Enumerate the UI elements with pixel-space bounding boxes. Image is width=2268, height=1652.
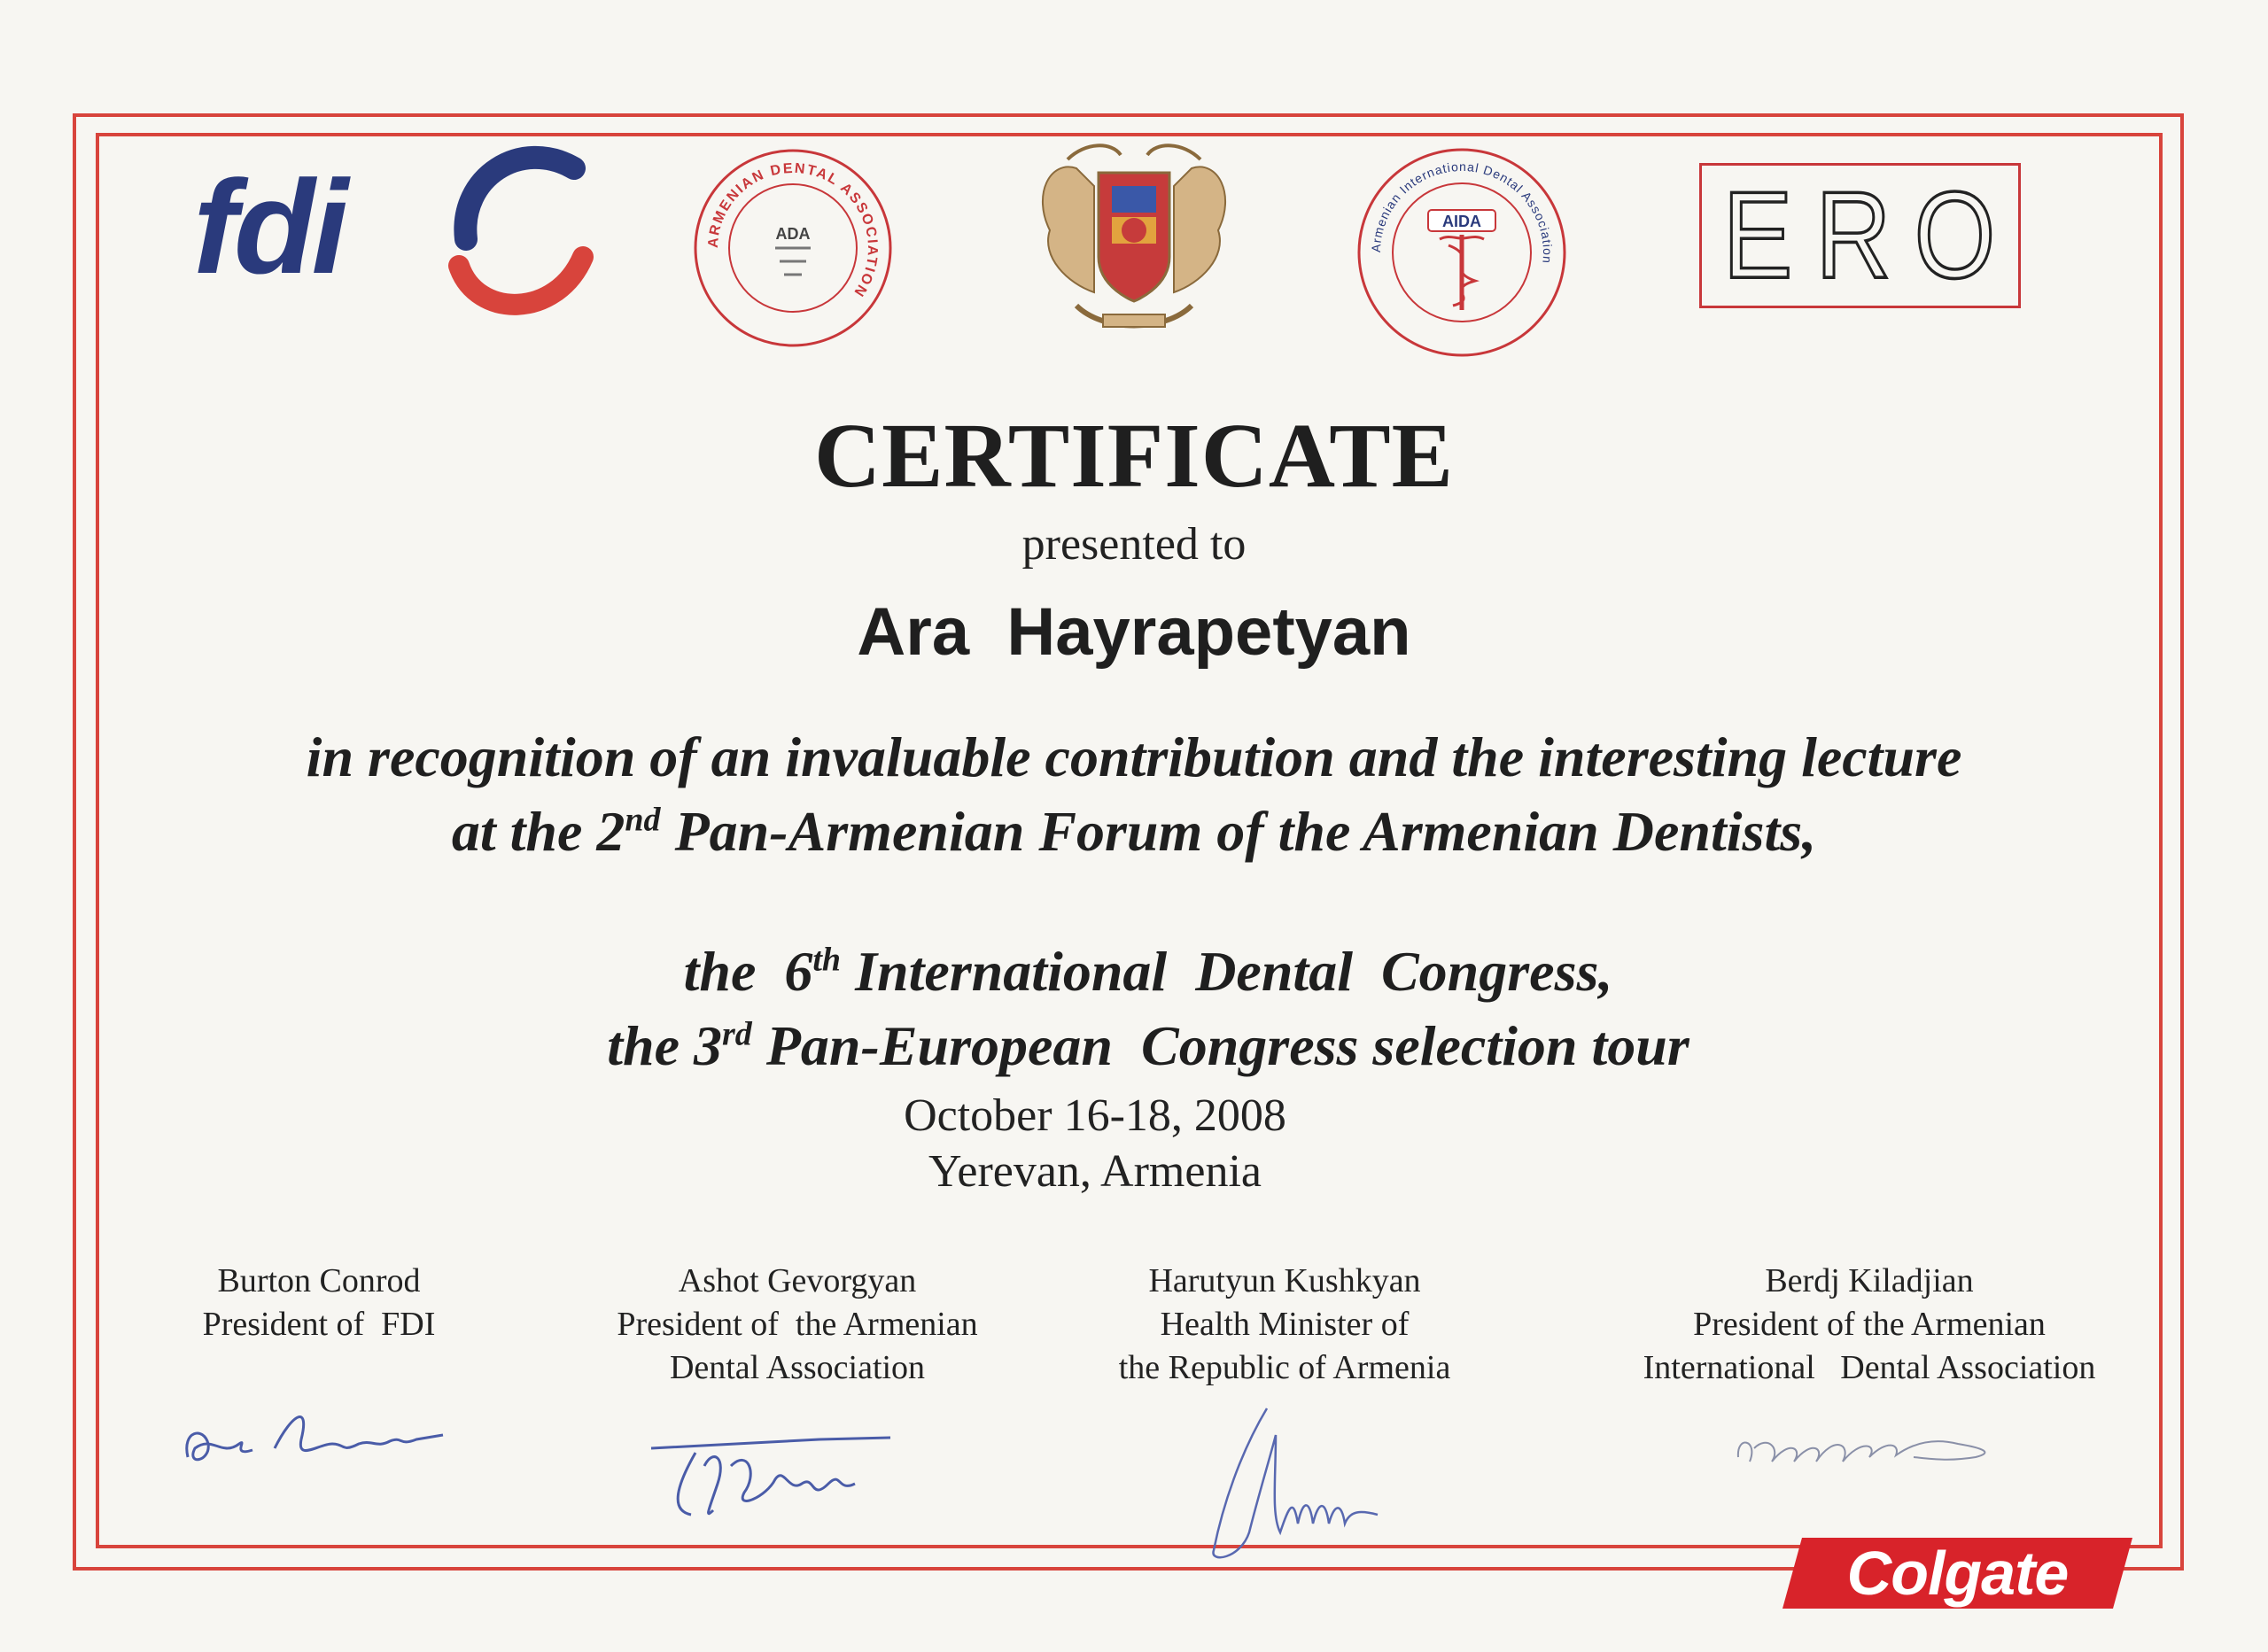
recognition-line-1-text: in recognition of an invaluable contribution and the interesting lecture — [306, 725, 1962, 788]
signer-title: President of the Armenian — [617, 1306, 978, 1343]
aida-seal-ring-text: Armenian International Dental Association — [1368, 159, 1556, 265]
ordinal-suffix: th — [812, 941, 842, 979]
signer-title: Health Minister of — [1160, 1306, 1410, 1343]
signer-name: Harutyun Kushkyan — [1148, 1262, 1421, 1299]
event-date: October 16-18, 2008 — [904, 1090, 1286, 1141]
aida-center-text: AIDA — [1442, 213, 1481, 230]
signer-title-2: International Dental Association — [1643, 1349, 2096, 1386]
signer-title: President of FDI — [202, 1306, 436, 1343]
ero-logo — [1699, 163, 2021, 308]
aida-seal — [1355, 146, 1568, 359]
ordinal-suffix: rd — [722, 1015, 752, 1053]
signer-block — [1063, 1260, 1506, 1390]
recognition-line-2-a: at the 2 — [451, 800, 625, 863]
event-place: Yerevan, Armenia — [928, 1146, 1262, 1197]
signature-conrod — [177, 1395, 470, 1493]
fdi-logo-text: fdi — [193, 152, 346, 301]
ada-center-text: ADA — [775, 225, 811, 243]
signature-gevorgyan — [642, 1413, 908, 1537]
recipient-name: Ara Hayrapetyan — [857, 594, 1411, 670]
recognition-line-3-b: International Dental Congress, — [841, 940, 1613, 1003]
signer-title-2: the Republic of Armenia — [1118, 1349, 1451, 1386]
presented-to-text: presented to — [1021, 519, 1247, 570]
colgate-logo-text: Colgate — [1846, 1539, 2069, 1608]
recognition-line-2-b: Pan-Armenian Forum of the Armenian Dentists, — [660, 800, 1817, 863]
signer-name: Ashot Gevorgyan — [678, 1262, 917, 1299]
ada-seal-ring-text: ARMENIAN DENTAL ASSOCIATION — [705, 160, 881, 300]
signer-name: Berdj Kiladjian — [1765, 1262, 1974, 1299]
ero-logo-text: ERO — [1722, 167, 2019, 305]
signer-block — [567, 1260, 1028, 1390]
ada-seal — [691, 146, 895, 350]
signer-title-2: Dental Association — [669, 1349, 926, 1386]
recognition-line-4 — [0, 948, 2268, 1079]
recognition-line-2 — [0, 799, 2268, 865]
recognition-line-1 — [0, 725, 2268, 790]
fdi-swoosh-icon — [441, 142, 601, 328]
coat-of-arms-emblem — [1014, 133, 1254, 354]
signature-kiladjian — [1728, 1413, 2020, 1493]
recognition-line-3-a: the 6 — [683, 940, 813, 1003]
signer-title: President of the Armenian — [1693, 1306, 2046, 1343]
recognition-line-4-b: Pan-European Congress selection tour — [751, 1014, 1689, 1077]
recognition-line-4-a: the 3 — [607, 1014, 723, 1077]
signer-name: Burton Conrod — [217, 1262, 421, 1299]
signer-block — [1595, 1260, 2144, 1390]
colgate-logo — [1783, 1534, 2132, 1612]
signature-kushkyan — [1187, 1400, 1409, 1568]
signer-block — [177, 1260, 461, 1346]
certificate-title: CERTIFICATE — [814, 405, 1454, 507]
ordinal-suffix: nd — [625, 801, 661, 839]
fdi-logo — [193, 142, 601, 328]
